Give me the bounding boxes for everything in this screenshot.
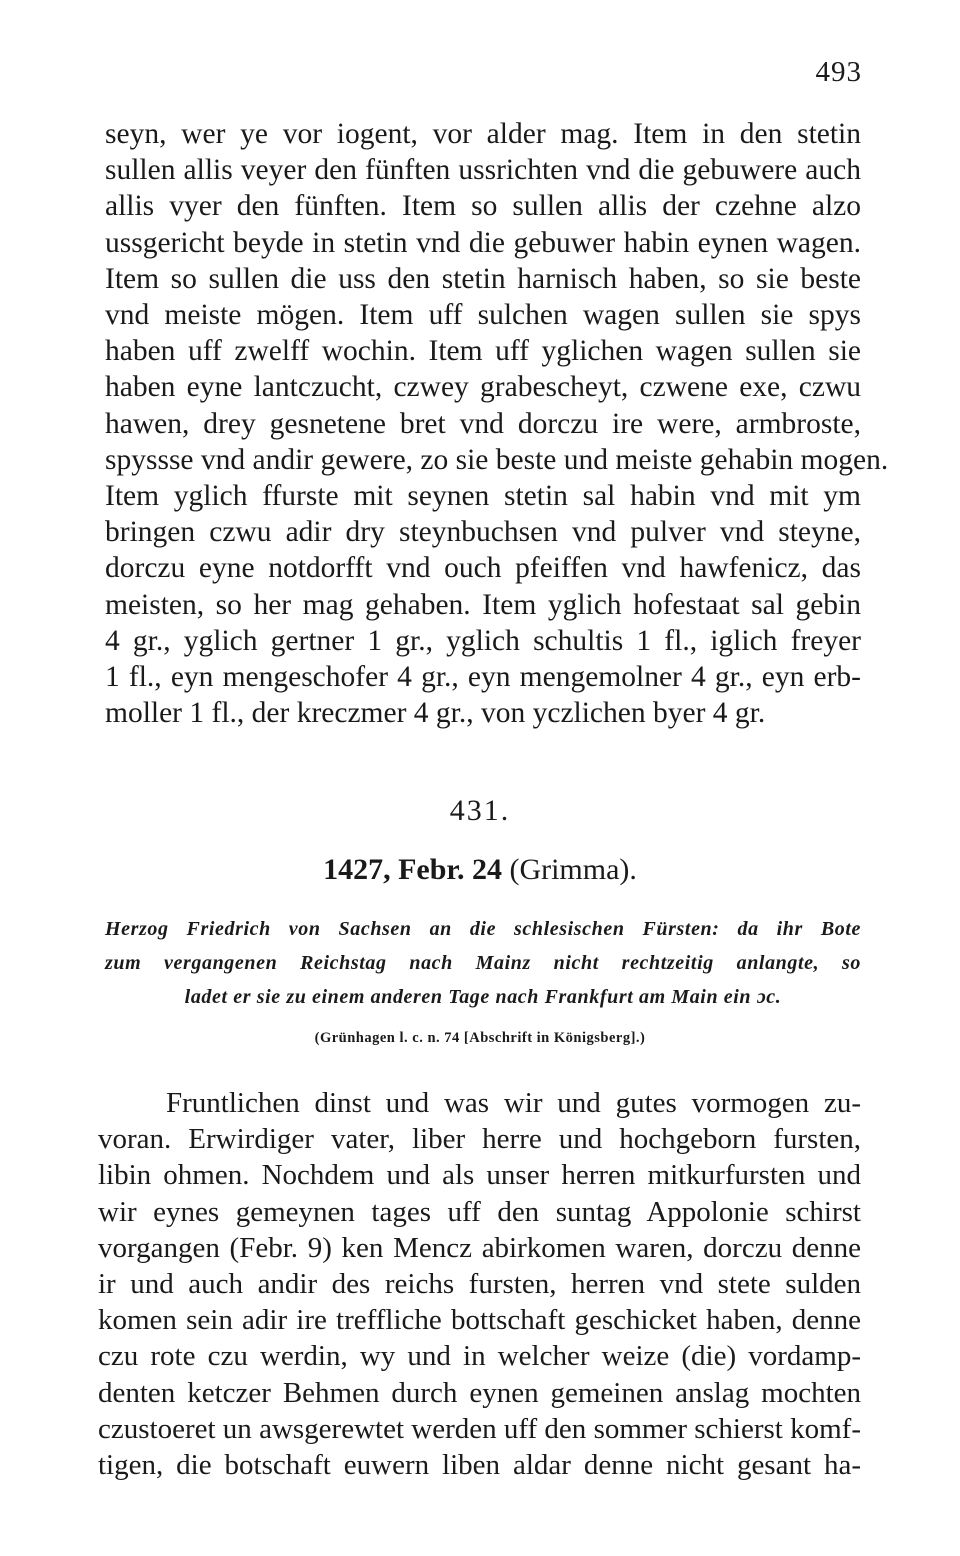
text-line: ir und auch andir des reichs fursten, herren vnd stete sulden	[98, 1268, 861, 1301]
text-line: wir eynes gemeynen tages uff den suntag Appolonie schirst	[98, 1195, 861, 1228]
regest	[105, 912, 861, 1014]
top-paragraph	[105, 116, 889, 731]
regest-line: Herzog Friedrich von Sachsen an die schlesischen Fürsten: da ihr Bote	[105, 918, 861, 940]
text-line: haben eyne lantczucht, czwey grabescheyt, czwene exe, czwu	[105, 371, 861, 404]
text-line: Item so sullen die uss den stetin harnisch haben, so sie beste	[105, 262, 861, 295]
document-date	[0, 853, 960, 887]
text-line: moller 1 fl., der kreczmer 4 gr., von yczlichen byer 4 gr.	[105, 697, 766, 730]
place-text: (Grimma).	[501, 853, 637, 886]
text-line: vnd meiste mögen. Item uff sulchen wagen sullen sie spys	[105, 299, 861, 332]
text-line: bringen czwu adir dry steynbuchsen vnd pulver vnd steyne,	[105, 516, 861, 549]
text-line: hawen, drey gesnetene bret vnd dorczu ire were, armbroste,	[105, 407, 861, 440]
text-line: czustoeret un awsgerewtet werden uff den sommer schierst komf-	[98, 1412, 861, 1445]
text-line: dorczu eyne notdorfft vnd ouch pfeiffen vnd hawfenicz, das	[105, 552, 861, 585]
text-line: Fruntlichen dinst und was wir und gutes vormogen zu-	[166, 1087, 861, 1119]
text-line: Item yglich ffurste mit seynen stetin sal habin vnd mit ym	[105, 480, 861, 513]
regest-line: zum vergangenen Reichstag nach Mainz nicht rechtzeitig anlangte, so	[105, 952, 861, 974]
text-line: allis vyer den fünften. Item so sullen allis der czehne alzo	[105, 190, 861, 223]
text-line: czu rote czu werdin, wy und in welcher weize (die) vordamp-	[98, 1340, 861, 1373]
text-line: spyssse vnd andir gewere, zo sie beste und meiste gehabin mogen.	[105, 443, 889, 476]
text-line: 1 fl., eyn mengeschofer 4 gr., eyn mengemolner 4 gr., eyn erb-	[105, 661, 861, 694]
text-line: sullen allis veyer den fünften ussrichten vnd die gebuwere auch	[105, 154, 861, 187]
date-text: 1427, Febr. 24	[323, 853, 502, 886]
text-line: voran. Erwirdiger vater, liber herre und hochgeborn fursten,	[98, 1123, 861, 1156]
text-line: komen sein adir ire treffliche bottschaft geschicket haben, denne	[98, 1304, 861, 1337]
source-citation: (Grünhagen l. c. n. 74 [Abschrift in Königsberg].)	[314, 1030, 646, 1046]
text-line: denten ketczer Behmen durch eynen gemeinen anslag mochten	[98, 1376, 861, 1409]
text-line: seyn, wer ye vor iogent, vor alder mag. Item in den stetin	[105, 118, 861, 150]
text-line: ussgericht beyde in stetin vnd die gebuwer habin eynen wagen.	[105, 226, 861, 259]
text-line: libin ohmen. Nochdem und als unser herren mitkurfursten und	[98, 1159, 861, 1192]
text-line: tigen, die botschaft euwern liben aldar denne nicht gesant ha-	[98, 1449, 861, 1482]
text-line: meisten, so her mag gehaben. Item yglich hofestaat sal gebin	[105, 588, 861, 621]
document-number: 431.	[449, 794, 511, 827]
regest-line: ladet er sie zu einem anderen Tage nach Frankfurt am Main ein ɔc.	[184, 986, 782, 1008]
page-number: 493	[815, 56, 862, 88]
text-line: vorgangen (Febr. 9) ken Mencz abirkomen waren, dorczu denne	[98, 1231, 861, 1264]
letter-paragraph	[98, 1085, 861, 1483]
text-line: 4 gr., yglich gertner 1 gr., yglich schultis 1 fl., iglich freyer	[105, 624, 861, 657]
text-line: haben uff zwelff wochin. Item uff yglichen wagen sullen sie	[105, 335, 861, 368]
